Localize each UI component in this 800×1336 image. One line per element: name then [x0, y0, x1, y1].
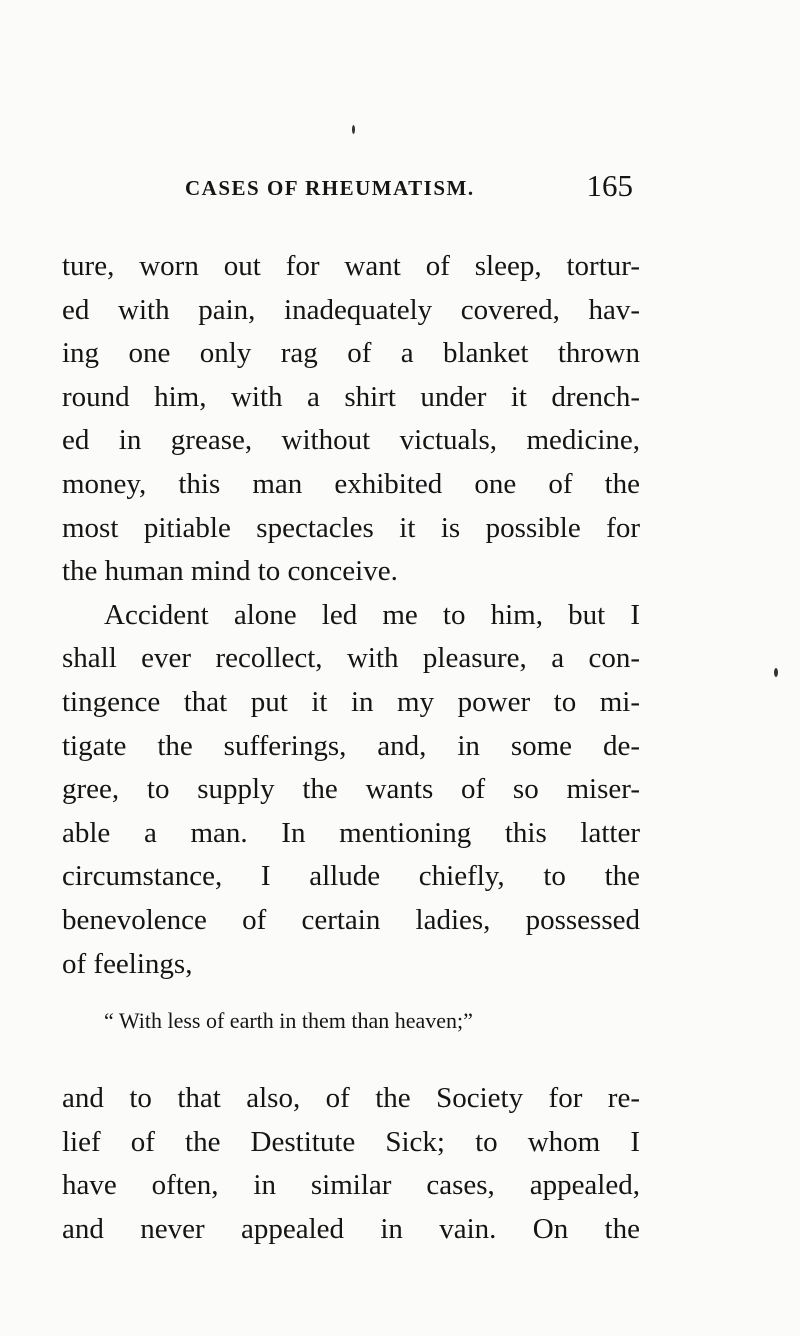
text-line: tigate the sufferings, and, in some de-: [62, 729, 640, 762]
ink-speck: [352, 125, 355, 134]
text-line: benevolence of certain ladies, possessed: [62, 903, 640, 936]
text-line: ing one only rag of a blanket thrown: [62, 337, 640, 370]
running-head: CASES OF RHEUMATISM.: [185, 176, 475, 200]
text-line: of feelings,: [62, 947, 193, 980]
verse-quotation: “ With less of earth in them than heaven;”: [104, 1008, 473, 1033]
text-line: and never appealed in vain. On the: [62, 1212, 640, 1245]
text-line: the human mind to conceive.: [62, 555, 398, 588]
ink-speck: [774, 668, 778, 677]
text-line: and to that also, of the Society for re-: [62, 1082, 640, 1114]
body-text-top: [62, 245, 640, 986]
text-line: most pitiable spectacles it is possible for: [62, 511, 640, 544]
page-header: [185, 168, 645, 208]
text-line: tingence that put it in my power to mi-: [62, 685, 640, 718]
text-line: able a man. In mentioning this latter: [62, 816, 640, 849]
text-line: shall ever recollect, with pleasure, a con-: [62, 642, 640, 675]
text-line: money, this man exhibited one of the: [62, 467, 640, 500]
text-line: ture, worn out for want of sleep, tortur-: [62, 250, 640, 282]
text-line: Accident alone led me to him, but I: [104, 598, 640, 631]
text-line: round him, with a shirt under it drench-: [62, 380, 640, 413]
page-number: 165: [586, 168, 633, 203]
text-line: circumstance, I allude chiefly, to the: [62, 860, 640, 893]
text-line: lief of the Destitute Sick; to whom I: [62, 1125, 640, 1158]
text-line: gree, to supply the wants of so miser-: [62, 773, 640, 806]
text-line: have often, in similar cases, appealed,: [62, 1169, 640, 1202]
body-text-bottom: [62, 1077, 640, 1251]
text-line: ed with pain, inadequately covered, hav-: [62, 293, 640, 326]
text-line: ed in grease, without victuals, medicine,: [62, 424, 640, 457]
